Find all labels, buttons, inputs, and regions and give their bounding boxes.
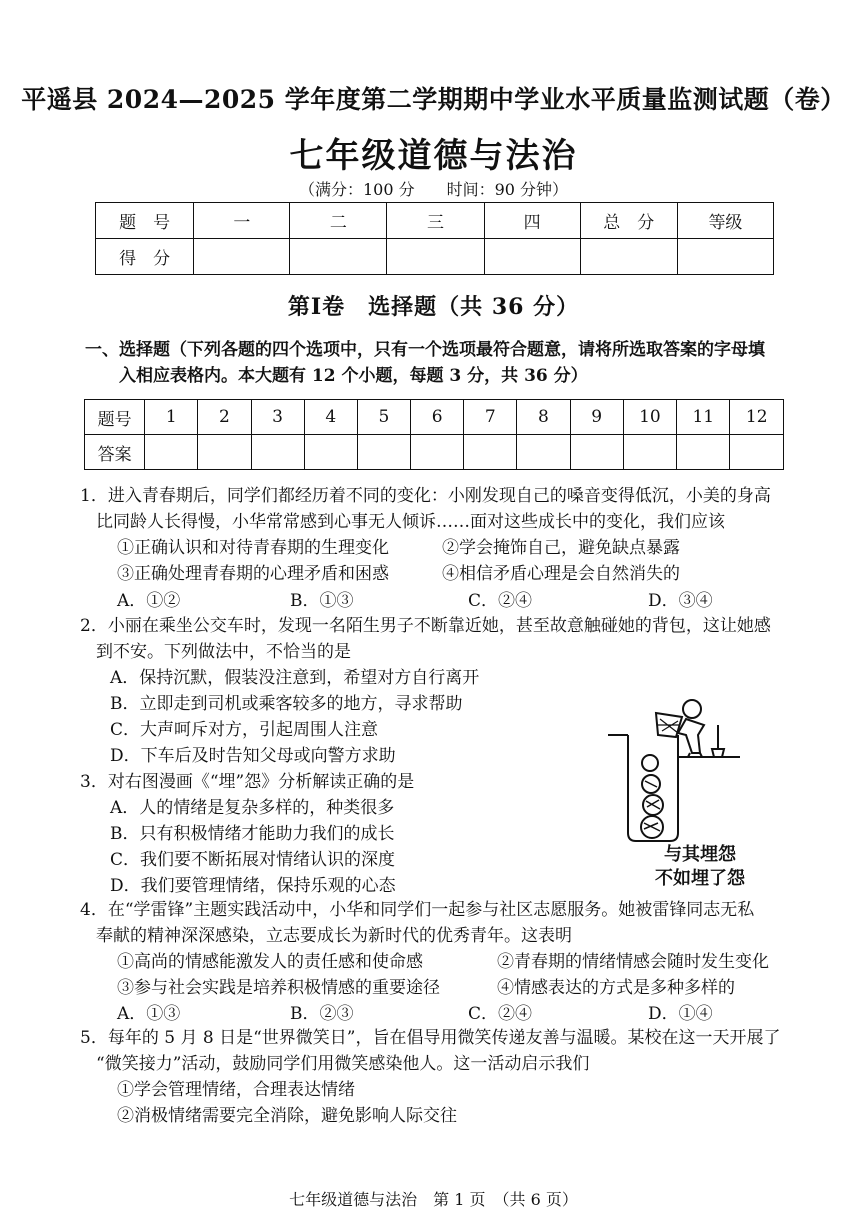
option-c[interactable]: C．我们要不断拓展对情绪认识的深度 (110, 850, 396, 870)
exam-title: 平遥县 2024—2025 学年度第二学期期中学业水平质量监测试题（卷） (21, 85, 846, 114)
answer-table-answer-row (85, 435, 784, 470)
question-number-cell: 7 (464, 400, 517, 435)
score-header-cell: 四 (484, 203, 580, 239)
score-cell[interactable] (484, 239, 580, 275)
score-cell[interactable] (194, 239, 290, 275)
score-table-score-row (96, 239, 774, 275)
question-number-cell: 8 (517, 400, 570, 435)
score-cell[interactable] (580, 239, 677, 275)
instruction-line: 入相应表格内。本大题有 12 个小题，每题 3 分，共 36 分） (119, 366, 588, 386)
answer-cell[interactable] (464, 435, 517, 470)
statement-2: ②青春期的情绪情感会随时发生变化 (497, 952, 769, 972)
score-cell[interactable] (387, 239, 484, 275)
answer-cell[interactable] (677, 435, 730, 470)
option-d[interactable]: D．①④ (648, 1004, 713, 1024)
question-number-cell: 5 (357, 400, 410, 435)
statement-2: ②消极情绪需要完全消除，避免影响人际交往 (117, 1106, 457, 1126)
question-stem-line: 1．进入青春期后，同学们都经历着不同的变化：小刚发现自己的嗓音变得低沉，小美的身高 (80, 486, 771, 506)
answer-row-label: 题号 (85, 400, 145, 435)
score-cell[interactable] (677, 239, 773, 275)
question-stem-line: 到不安。下列做法中，不恰当的是 (96, 642, 351, 662)
option-a[interactable]: A．保持沉默，假装没注意到，希望对方自行离开 (110, 668, 480, 688)
answer-cell[interactable] (623, 435, 676, 470)
answer-cell[interactable] (357, 435, 410, 470)
question-number-cell: 3 (251, 400, 304, 435)
option-a[interactable]: A．人的情绪是复杂多样的，种类很多 (110, 798, 395, 818)
cartoon-illustration (600, 695, 750, 895)
statement-2: ②学会掩饰自己，避免缺点暴露 (442, 538, 680, 558)
score-table (95, 202, 774, 275)
question-stem-line: 2．小丽在乘坐公交车时，发现一名陌生男子不断靠近她，甚至故意触碰她的背包，这让她感 (80, 616, 771, 636)
question-number-cell: 12 (730, 400, 784, 435)
answer-row-label: 答案 (85, 435, 145, 470)
question-stem-line: “微笑接力”活动，鼓励同学们用微笑感染他人。这一活动启示我们 (96, 1054, 590, 1074)
question-number-cell: 11 (677, 400, 730, 435)
question-number-cell: 9 (570, 400, 623, 435)
question-stem-line: 5．每年的 5 月 8 日是“世界微笑日”，旨在倡导用微笑传递友善与温暖。某校在这一天开展了 (80, 1028, 781, 1048)
page-footer: 七年级道德与法治 第 1 页 （共 6 页） (289, 1190, 578, 1209)
score-header-cell: 三 (387, 203, 484, 239)
score-header-cell: 一 (194, 203, 290, 239)
question-stem-line: 3．对右图漫画《“埋”怨》分析解读正确的是 (80, 772, 415, 792)
statement-1: ①正确认识和对待青春期的生理变化 (117, 538, 389, 558)
answer-cell[interactable] (517, 435, 570, 470)
option-c[interactable]: C．②④ (468, 591, 533, 611)
cartoon-caption-line: 不如埋了怨 (655, 868, 745, 889)
statement-4: ④情感表达的方式是多种多样的 (497, 978, 735, 998)
question-stem-line: 4．在“学雷锋”主题实践活动中，小华和同学们一起参与社区志愿服务。她被雷锋同志无私 (80, 900, 755, 920)
score-header-cell: 等级 (677, 203, 773, 239)
score-header-cell: 题 号 (96, 203, 194, 239)
answer-cell[interactable] (570, 435, 623, 470)
question-number-cell: 4 (304, 400, 357, 435)
answer-cell[interactable] (251, 435, 304, 470)
option-a[interactable]: A．①③ (117, 1004, 181, 1024)
option-c[interactable]: C．②④ (468, 1004, 533, 1024)
question-stem-line: 奉献的精神深深感染，立志要成长为新时代的优秀青年。这表明 (96, 926, 572, 946)
question-number-cell: 10 (623, 400, 676, 435)
score-row-label: 得 分 (96, 239, 194, 275)
answer-table (84, 399, 784, 470)
statement-1: ①学会管理情绪，合理表达情绪 (117, 1080, 355, 1100)
option-d[interactable]: D．③④ (648, 591, 713, 611)
subject-title: 七年级道德与法治 (289, 136, 578, 176)
statement-1: ①高尚的情感能激发人的责任感和使命感 (117, 952, 423, 972)
option-b[interactable]: B．①③ (290, 591, 354, 611)
score-table-header-row (96, 203, 774, 239)
answer-cell[interactable] (145, 435, 198, 470)
option-a[interactable]: A．①② (117, 591, 181, 611)
instruction-line: 一、选择题（下列各题的四个选项中，只有一个选项最符合题意，请将所选取答案的字母填 (85, 340, 765, 360)
option-b[interactable]: B．②③ (290, 1004, 354, 1024)
question-number-cell: 1 (145, 400, 198, 435)
option-b[interactable]: B．立即走到司机或乘客较多的地方，寻求帮助 (110, 694, 463, 714)
score-time-info: （满分：100 分 时间：90 分钟） (298, 180, 569, 199)
option-c[interactable]: C．大声呵斥对方，引起周围人注意 (110, 720, 379, 740)
cartoon-drawing (600, 695, 750, 845)
question-number-cell: 6 (411, 400, 464, 435)
score-cell[interactable] (290, 239, 387, 275)
answer-cell[interactable] (304, 435, 357, 470)
answer-cell[interactable] (198, 435, 251, 470)
option-d[interactable]: D．我们要管理情绪，保持乐观的心态 (110, 876, 396, 896)
cartoon-caption-line: 与其埋怨 (664, 844, 736, 865)
statement-3: ③正确处理青春期的心理矛盾和困惑 (117, 564, 389, 584)
part1-title: 第Ⅰ卷 选择题（共 36 分） (287, 294, 580, 320)
question-number-cell: 2 (198, 400, 251, 435)
statement-4: ④相信矛盾心理是会自然消失的 (442, 564, 680, 584)
score-header-cell: 二 (290, 203, 387, 239)
answer-cell[interactable] (411, 435, 464, 470)
score-header-cell: 总 分 (580, 203, 677, 239)
option-d[interactable]: D．下车后及时告知父母或向警方求助 (110, 746, 396, 766)
section1-instructions (85, 337, 785, 389)
option-b[interactable]: B．只有积极情绪才能助力我们的成长 (110, 824, 395, 844)
answer-cell[interactable] (730, 435, 784, 470)
question-stem-line: 比同龄人长得慢，小华常常感到心事无人倾诉……面对这些成长中的变化，我们应该 (96, 512, 725, 532)
answer-table-number-row (85, 400, 784, 435)
statement-3: ③参与社会实践是培养积极情感的重要途径 (117, 978, 440, 998)
